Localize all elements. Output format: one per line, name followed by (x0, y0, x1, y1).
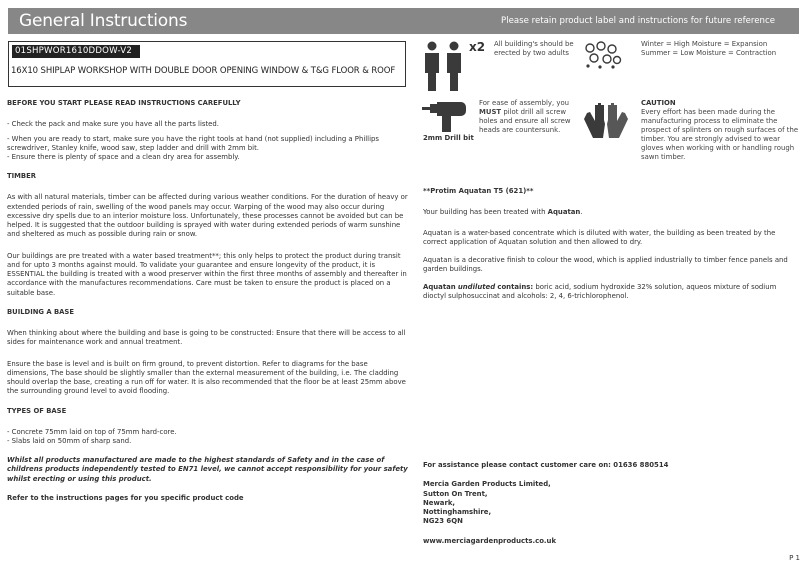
before-start-item: - When you are ready to start, make sure you have the right tools at hand (not supplied) including a Phillips screwdriver, Stanley knife, wood saw, step ladder and drill with 2mm bit. (7, 134, 379, 152)
product-title: 16X10 SHIPLAP WORKSHOP WITH DOUBLE DOOR OPENING WINDOW & T&G FLOOR & ROOF (11, 66, 396, 76)
treatment-finish: Aquatan is a decorative finish to colour the wood, which is applied industrially to timber fence panels and garden buildings. (423, 255, 788, 273)
treatment-heading: **Protim Aquatan T5 (621)** (423, 187, 534, 195)
treatment-intro (423, 208, 799, 217)
address-line: NG23 6QN (423, 517, 463, 526)
contact-section (423, 461, 799, 546)
before-start-item: - Check the pack and make sure you have all the parts listed. (7, 120, 219, 129)
address-line: Sutton On Trent, (423, 489, 488, 498)
gloves-icon (583, 99, 629, 143)
before-start-item: - Ensure there is plenty of space and a clean dry area for assembly. (7, 153, 240, 162)
product-code: 01SHPWOR1610DDOW-V2 (12, 45, 140, 58)
base-paragraph: Ensure the base is level and is built on firm ground, to prevent distortion. Refer to diagrams for the base dimensions, The base should be slightly smaller than the external measurement of the building, i.e. The cladding should overlap the base, creating a run off for water. It is also recommended that the floor be at least 25mm above the surrounding ground level to avoid flooding. (7, 359, 406, 396)
treatment-product: Aquatan (547, 208, 581, 217)
refer-note: Refer to the instructions pages for you specific product code (7, 493, 244, 502)
customer-care: For assistance please contact customer care on: 01636 880514 (423, 461, 669, 469)
header-note: Please retain product label and instructions for future reference (501, 16, 775, 26)
contents-label: contains: (497, 282, 534, 291)
caution-heading: CAUTION (641, 99, 676, 107)
moisture-winter: Winter = High Moisture = Expansion (641, 40, 768, 48)
left-column (7, 99, 409, 508)
treatment-section (423, 187, 799, 310)
drill-note (479, 99, 574, 135)
contents-product: Aquatan (423, 282, 456, 291)
treatment-description: Aquatan is a water-based concentrate which is diluted with water, the building as been treated by the correct application of Aquatan solution and then allowed to dry. (423, 228, 776, 246)
moisture-summer: Summer = Low Moisture = Contraction (641, 49, 777, 57)
treatment-intro-text: Your building has been treated with (423, 208, 546, 217)
people-count: x2 (469, 40, 486, 54)
page-title: General Instructions (19, 11, 188, 31)
drill-note-rest: pilot drill all screw holes and ensure all screw heads are countersunk. (479, 107, 571, 134)
address-line: Mercia Garden Products Limited, (423, 480, 551, 489)
drill-note-lead: For ease of assembly, you (479, 99, 570, 107)
timber-heading: TIMBER (7, 172, 36, 181)
product-box (8, 41, 406, 87)
base-types-heading: TYPES OF BASE (7, 406, 67, 415)
address-line: Nottinghamshire, (423, 508, 492, 516)
base-type-item: - Slabs laid on 50mm of sharp sand. (7, 436, 132, 445)
drill-caption: 2mm Drill bit (423, 134, 474, 142)
drill-icon (422, 100, 468, 134)
base-paragraph: When thinking about where the building and base is going to be constructed: Ensure that there will be access to all sides for maintenance work and annual treatment. (7, 329, 406, 347)
caution-note: Every effort has been made during the manufacturing process to eliminate the prospect of splinters on rough surfaces of the timber. You are strongly advised to wear gloves when working with or handling rough sawn timber. (641, 108, 799, 161)
contents-undiluted: undiluted (457, 282, 496, 291)
address-line: Newark, (423, 498, 456, 507)
base-type-item: - Concrete 75mm laid on top of 75mm hard-core. (7, 427, 177, 436)
base-heading: BUILDING A BASE (7, 307, 74, 316)
treatment-intro-end: . (580, 208, 583, 217)
people-note: All building's should be erected by two adults (494, 40, 574, 57)
contents-text: boric acid, sodium hydroxide 32% solution, aqueos mixture of sodium dioctyl sulphosuccinat and alcohols: 2, 4, 6-trichlorophenol. (423, 282, 777, 300)
page-number: P 1 (789, 554, 800, 562)
two-people-icon (421, 41, 467, 93)
moisture-icon (583, 40, 623, 70)
before-start-heading: BEFORE YOU START PLEASE READ INSTRUCTIONS CAREFULLY (7, 99, 241, 107)
drill-note-emphasis: MUST (479, 107, 502, 116)
safety-note: Whilst all products manufactured are made to the highest standards of Safety and in the case of childrens products independently tested to EN71 level, we cannot accept responsibility for your safety whilst erecting or using this product. (7, 456, 408, 483)
header-banner (8, 8, 799, 34)
website-link[interactable]: www.merciagardenproducts.co.uk (423, 536, 557, 545)
timber-paragraph: Our buildings are pre treated with a water based treatment**; this only helps to protect the product during transit and for upto 3 months against mould. To validate your guarantee and ensure longevity of the product, it is ESSENTIAL the building is treated with a wood preserver within the first three months of assembly and thereafter in accordance with the manufactures recommendations. Care must be taken to ensure the product is placed on a suitable base. (7, 251, 407, 297)
treatment-contents (423, 283, 799, 302)
timber-paragraph: As with all natural materials, timber can be affected during various weather conditions. For the duration of heavy or extended periods of rain, swelling of the wood panels may occur. Warping of the wood may also occur during excessive dry spells due to an interior moisture loss. Unfortunately, these processes cannot be avoided but can be helped. It is suggested that the outdoor building is sprayed with water during extended periods of warm sunshine and sheltered as much as possible during rain or snow. (7, 193, 408, 239)
